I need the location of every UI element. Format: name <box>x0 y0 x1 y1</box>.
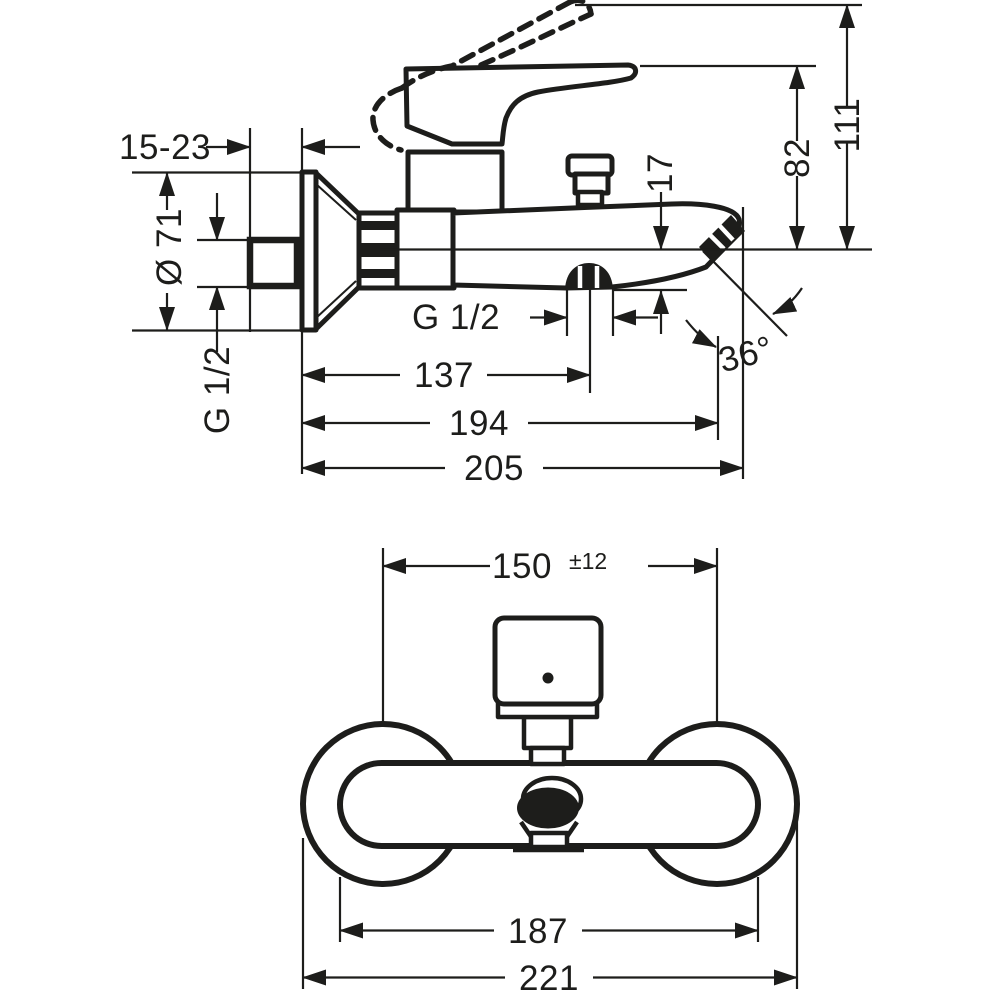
dim-label-connection-spacing: 150 <box>492 547 552 586</box>
dim-wall-depth <box>119 128 360 167</box>
raised-handle-dashed-tip <box>570 0 591 14</box>
cartridge-housing <box>524 717 571 748</box>
dim-label-aerator-reach: 194 <box>449 404 509 443</box>
raised-handle-dashed-endcap <box>373 88 402 150</box>
dim-label-overall-width: 221 <box>519 959 579 998</box>
nut-knurl-band <box>359 269 397 278</box>
lever-handle <box>406 65 636 144</box>
handle-pin-dot <box>543 673 554 684</box>
dim-spout-height <box>778 66 817 249</box>
aerator-nub <box>531 833 567 847</box>
dim-label-spout-angle: 36° <box>714 328 778 381</box>
cartridge-base <box>531 748 564 764</box>
angle-arc-arrow <box>773 288 802 314</box>
spout-angle-line <box>703 251 787 336</box>
dim-label-spout-height: 82 <box>778 138 817 178</box>
lever-handle-front <box>495 618 601 704</box>
wall-fitting-square <box>250 240 297 286</box>
diverter-knob-base <box>578 192 602 205</box>
dim-label-wall-thread: G 1/2 <box>198 345 237 435</box>
raised-handle-dashed-edge <box>481 14 591 65</box>
faucet-front-view <box>303 618 797 884</box>
dim-connection-spacing <box>383 547 717 586</box>
nut-knurl-band <box>359 221 397 230</box>
dim-body-width <box>340 912 758 951</box>
dim-label-wall-depth: 15-23 <box>118 128 212 167</box>
aerator-front <box>517 788 579 829</box>
dim-label-shower-outlet-thread: G 1/2 <box>411 298 501 337</box>
dim-overall-reach <box>302 449 743 488</box>
dim-overall-width <box>303 959 797 998</box>
dim-label-rosette-diameter: Ø 71 <box>150 208 189 286</box>
dim-label-shower-outlet-reach: 137 <box>414 356 474 395</box>
dim-aerator-reach <box>302 404 718 443</box>
side-view <box>119 0 872 488</box>
wall-rosette-cone <box>316 173 359 329</box>
cartridge-neck <box>408 152 502 212</box>
angle-arc-arrow <box>686 320 716 347</box>
dim-label-connection-tolerance: ±12 <box>569 548 608 574</box>
dim-label-outlet-drop: 17 <box>641 153 680 193</box>
dim-wall-thread <box>198 193 237 434</box>
dim-shower-outlet-reach <box>302 356 590 395</box>
front-view <box>303 547 797 998</box>
dim-label-overall-reach: 205 <box>464 449 524 488</box>
dim-overall-height <box>828 5 867 249</box>
dim-label-body-width: 187 <box>508 912 568 951</box>
dim-rosette-diameter <box>150 173 189 330</box>
dim-label-overall-height: 111 <box>828 97 867 153</box>
dim-shower-outlet-thread <box>412 298 658 337</box>
